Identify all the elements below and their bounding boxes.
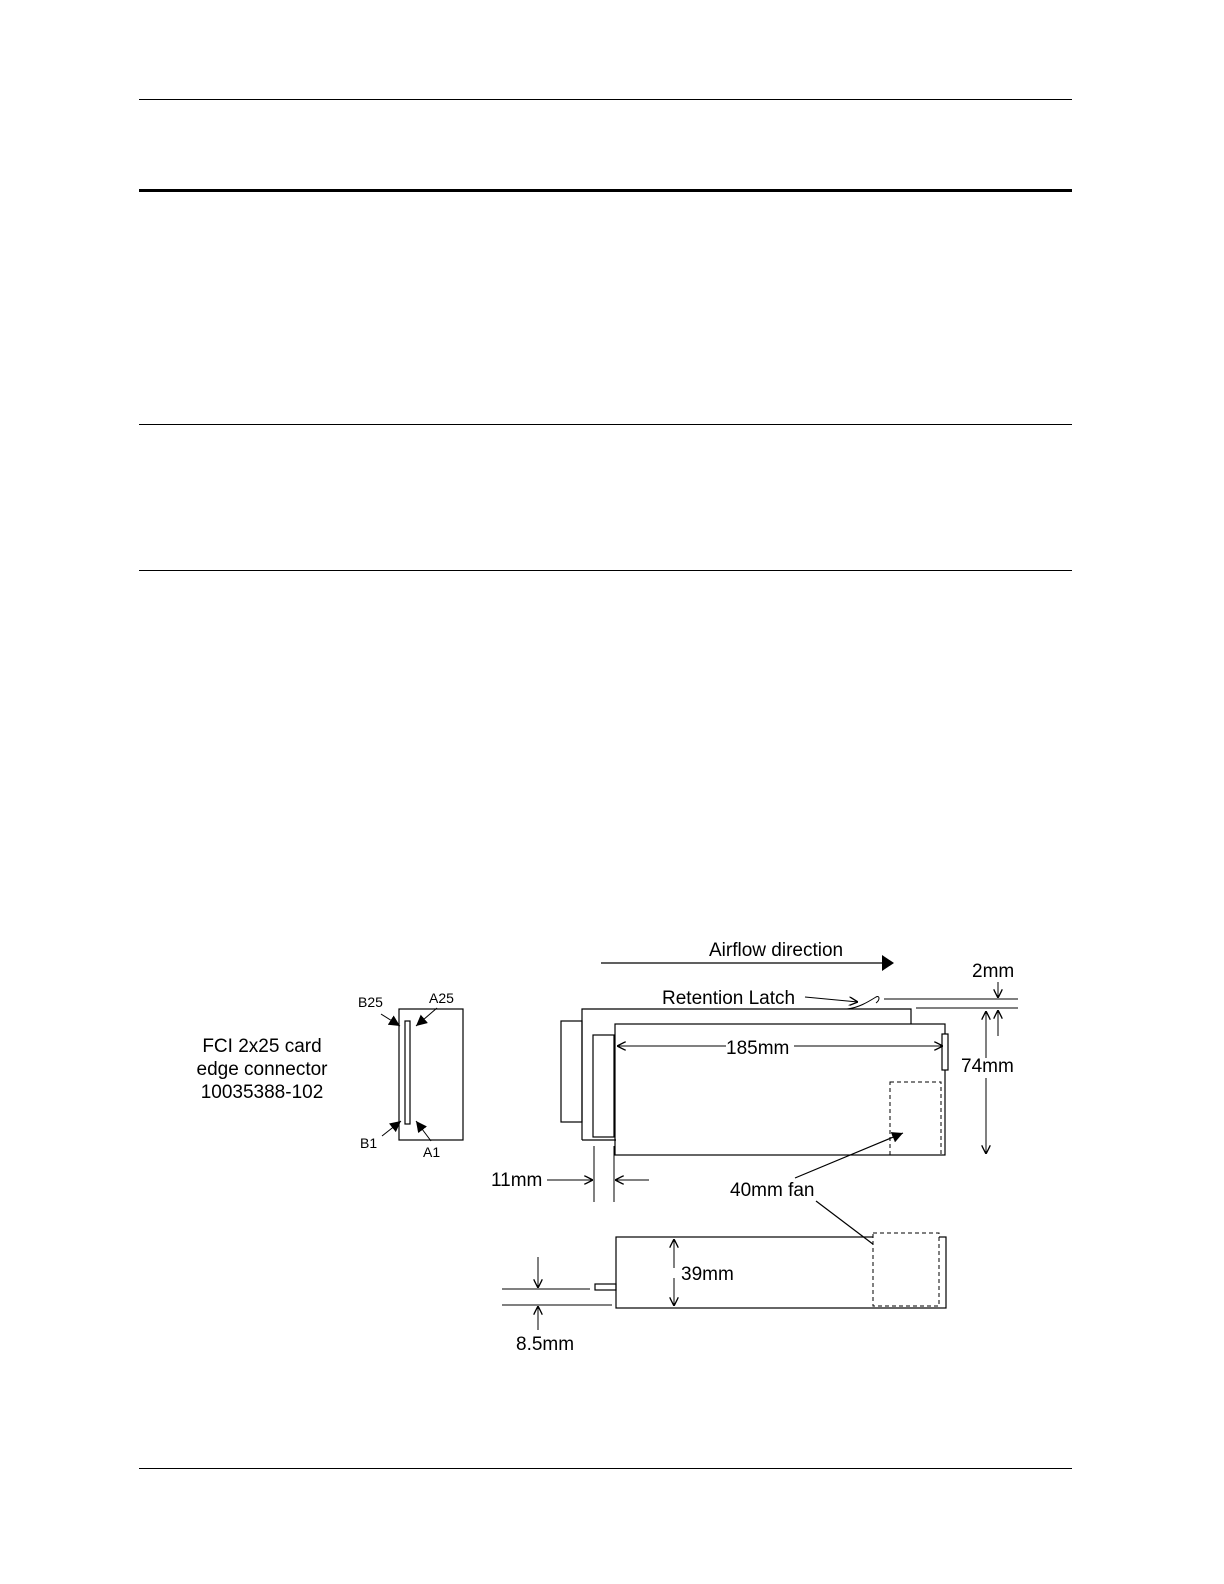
side-fan-outline — [873, 1233, 939, 1306]
edge-connector — [197, 990, 464, 1160]
pin-b25-label: B25 — [358, 994, 383, 1010]
pin-a25-arrow — [416, 1008, 437, 1026]
side-connector-tab — [595, 1284, 616, 1290]
connector-body — [399, 1009, 463, 1140]
dim-39mm-label: 39mm — [681, 1264, 734, 1285]
retention-latch-label: Retention Latch — [662, 988, 796, 1009]
pin-b1-arrow — [382, 1121, 401, 1136]
outer-housing — [582, 1009, 911, 1140]
front-bezel — [561, 1021, 582, 1122]
airflow-arrow-icon — [882, 955, 894, 971]
pin-a1-label: A1 — [423, 1144, 441, 1160]
pin-a1-arrow — [416, 1121, 431, 1141]
dim-185mm-label: 185mm — [726, 1038, 790, 1059]
retention-latch-arrow — [805, 997, 858, 1002]
pin-a25-label: A25 — [429, 990, 454, 1006]
dim-74mm-label: 74mm — [961, 1056, 1014, 1077]
dim-11mm-label: 11mm — [491, 1170, 543, 1191]
connector-slot — [405, 1021, 410, 1124]
connector-label-line1: FCI 2x25 card — [202, 1036, 322, 1057]
pin-b1-label: B1 — [360, 1135, 378, 1151]
fan-label: 40mm fan — [730, 1180, 815, 1201]
retention-latch — [847, 997, 879, 1009]
connector-label-line2: edge connector — [196, 1059, 328, 1080]
connector-label-line3: 10035388-102 — [200, 1082, 324, 1103]
airflow-label: Airflow direction — [709, 940, 844, 961]
module-top-view — [491, 940, 1018, 1254]
fan-outline — [890, 1082, 941, 1155]
pin-b25-arrow — [381, 1014, 400, 1026]
dim-8-5mm-label: 8.5mm — [516, 1334, 575, 1355]
rear-tab — [942, 1034, 948, 1070]
front-plate — [593, 1035, 614, 1137]
module-side-view — [502, 1233, 946, 1355]
dim-2mm-label: 2mm — [972, 961, 1015, 982]
